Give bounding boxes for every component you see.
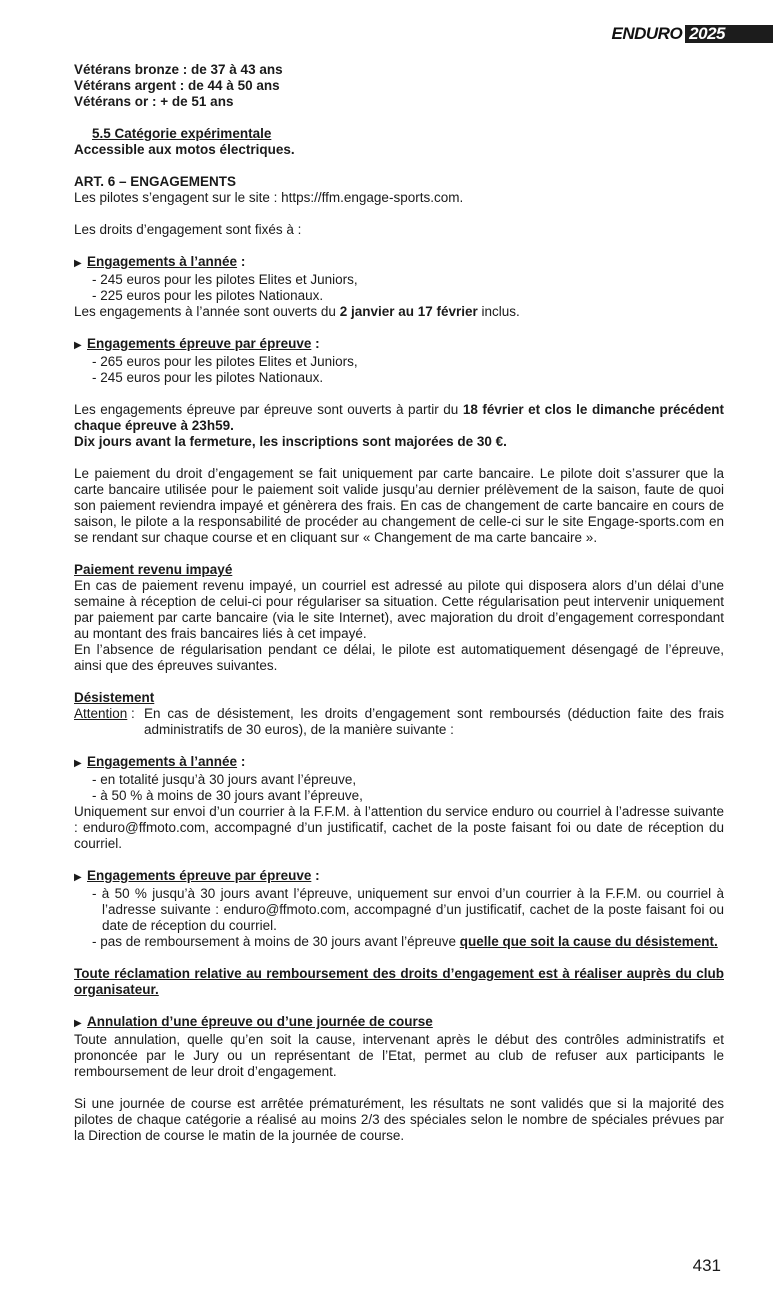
header-banner bbox=[612, 24, 773, 44]
impaye-p2: En l’absence de régularisation pendant ce délai, le pilote est automatiquement désengagé de l’épreuve, ainsi que des épreuves suivantes. bbox=[74, 642, 724, 673]
epreuve-majoration: Dix jours avant la fermeture, les inscriptions sont majorées de 30 €. bbox=[74, 434, 507, 449]
triangle-right-icon: ▶ bbox=[74, 340, 82, 351]
des-epreuve-title: Engagements épreuve par épreuve bbox=[87, 868, 312, 883]
epreuve-title: Engagements épreuve par épreuve bbox=[87, 336, 312, 351]
veteran-line: Vétérans or : + de 51 ans bbox=[74, 94, 234, 109]
list-item: - en totalité jusqu’à 30 jours avant l’épreuve, bbox=[92, 772, 357, 787]
annee-open: Les engagements à l’année sont ouverts du 2 janvier au 17 février inclus. bbox=[74, 304, 520, 319]
page-number: 431 bbox=[692, 1256, 721, 1275]
epreuve-heading: ▶ Engagements épreuve par épreuve : bbox=[74, 336, 724, 354]
impaye-title: Paiement revenu impayé bbox=[74, 562, 233, 577]
triangle-right-icon: ▶ bbox=[74, 258, 82, 269]
veteran-line: Vétérans bronze : de 37 à 43 ans bbox=[74, 62, 283, 77]
des-annee-text: Uniquement sur envoi d’un courrier à la F.F.M. à l’attention du service enduro ou courriel à l’adresse suivante : enduro@ffmoto.com, accompagné d’un justificatif, cachet de la poste faisant foi ou date de réception du courriel. bbox=[74, 804, 724, 851]
art6-site: Les pilotes s’engagent sur le site : https://ffm.engage-sports.com. bbox=[74, 190, 464, 205]
triangle-right-icon: ▶ bbox=[74, 1018, 82, 1029]
list-item: - 225 euros pour les pilotes Nationaux. bbox=[92, 288, 324, 303]
desistement-title: Désistement bbox=[74, 690, 155, 705]
annee-title: Engagements à l’année bbox=[87, 254, 238, 269]
attention-note: Attention : En cas de désistement, les droits d’engagement sont remboursés (déduction faite des frais administratifs de 30 euros), de la manière suivante : bbox=[74, 706, 724, 737]
attention-label: Attention bbox=[74, 706, 128, 721]
annulation-heading bbox=[74, 1014, 724, 1032]
annulation-p2: Si une journée de course est arrêtée prématurément, les résultats ne sont validés que si la majorité des pilotes de chaque catégorie a réalisé au moins 2/3 des spéciales selon le nombre de spéciales prévues par la Direction de course le matin de la journée de course. bbox=[74, 1096, 724, 1143]
triangle-right-icon: ▶ bbox=[74, 872, 82, 883]
annulation-p1: Toute annulation, quelle qu’en soit la cause, intervenant après le début des contrôles administratifs et prononcée par le Jury ou un représentant de l’Etat, permet au club de refuser aux participants le remboursement de leur droit d’engagement. bbox=[74, 1032, 724, 1079]
annulation-title: Annulation d’une épreuve ou d’une journée de course bbox=[87, 1014, 433, 1029]
epreuve-open: Les engagements épreuve par épreuve sont ouverts à partir du 18 février et clos le dimanche précédent chaque épreuve à 23h59. bbox=[74, 402, 724, 433]
document-body bbox=[74, 62, 724, 1144]
year-badge: 2025 bbox=[685, 25, 773, 43]
des-epreuve-heading: ▶ Engagements épreuve par épreuve : bbox=[74, 868, 724, 886]
paiement-paragraph: Le paiement du droit d’engagement se fait uniquement par carte bancaire. Le pilote doit s’assurer que la carte bancaire utilisée pour le paiement soit valide jusqu’au dernier prélèvement de la saison, faute de quoi son paiement reviendra impayé et génèrera des frais. En cas de changement de carte bancaire en cours de saison, le pilote a la responsabilité de procéder au changement de celle-ci sur le site Engage-sports.com en se rendant sur chaque course et en cliquant sur « Changement de ma carte bancaire ». bbox=[74, 466, 724, 545]
impaye-p1: En cas de paiement revenu impayé, un courriel est adressé au pilote qui disposera alors d’un délai d’une semaine à réception de celui-ci pour régulariser sa situation. Cette régularisation peut intervenir uniquement par paiement par carte bancaire (via le site Internet), avec majoration du droit d’engagement correspondant au montant des frais bancaires liés à cet impayé. bbox=[74, 578, 724, 641]
veteran-line: Vétérans argent : de 44 à 50 ans bbox=[74, 78, 280, 93]
annee-heading: ▶ Engagements à l’année : bbox=[74, 254, 724, 272]
list-item: - à 50 % à moins de 30 jours avant l’épreuve, bbox=[92, 788, 363, 803]
attention-text: En cas de désistement, les droits d’engagement sont remboursés (déduction faite des frais administratifs de 30 euros), de la manière suivante : bbox=[144, 706, 724, 737]
art6-droits: Les droits d’engagement sont fixés à : bbox=[74, 222, 302, 237]
cat55-title: 5.5 Catégorie expérimentale bbox=[92, 126, 272, 141]
cat55-text: Accessible aux motos électriques. bbox=[74, 142, 295, 157]
reclamation-note: Toute réclamation relative au remboursement des droits d’engagement est à réaliser auprès du club organisateur. bbox=[74, 966, 724, 997]
brand-label: ENDURO bbox=[611, 24, 683, 43]
list-item: - 265 euros pour les pilotes Elites et Juniors, bbox=[92, 354, 358, 369]
triangle-right-icon: ▶ bbox=[74, 758, 82, 769]
art6-title: ART. 6 – ENGAGEMENTS bbox=[74, 174, 237, 189]
list-item: - pas de remboursement à moins de 30 jours avant l’épreuve quelle que soit la cause du désistement. bbox=[92, 934, 718, 949]
list-item: - 245 euros pour les pilotes Nationaux. bbox=[92, 370, 324, 385]
des-annee-title: Engagements à l’année bbox=[87, 754, 238, 769]
list-item: - à 50 % jusqu’à 30 jours avant l’épreuve, uniquement sur envoi d’un courrier à la F.F.M. ou courriel à l’adresse suivante : enduro@ffmoto.com, accompagné d’un justificatif, cachet de la poste faisant foi ou date de réception du courriel. bbox=[92, 886, 724, 933]
list-item: - 245 euros pour les pilotes Elites et Juniors, bbox=[92, 272, 358, 287]
des-annee-heading: ▶ Engagements à l’année : bbox=[74, 754, 724, 772]
